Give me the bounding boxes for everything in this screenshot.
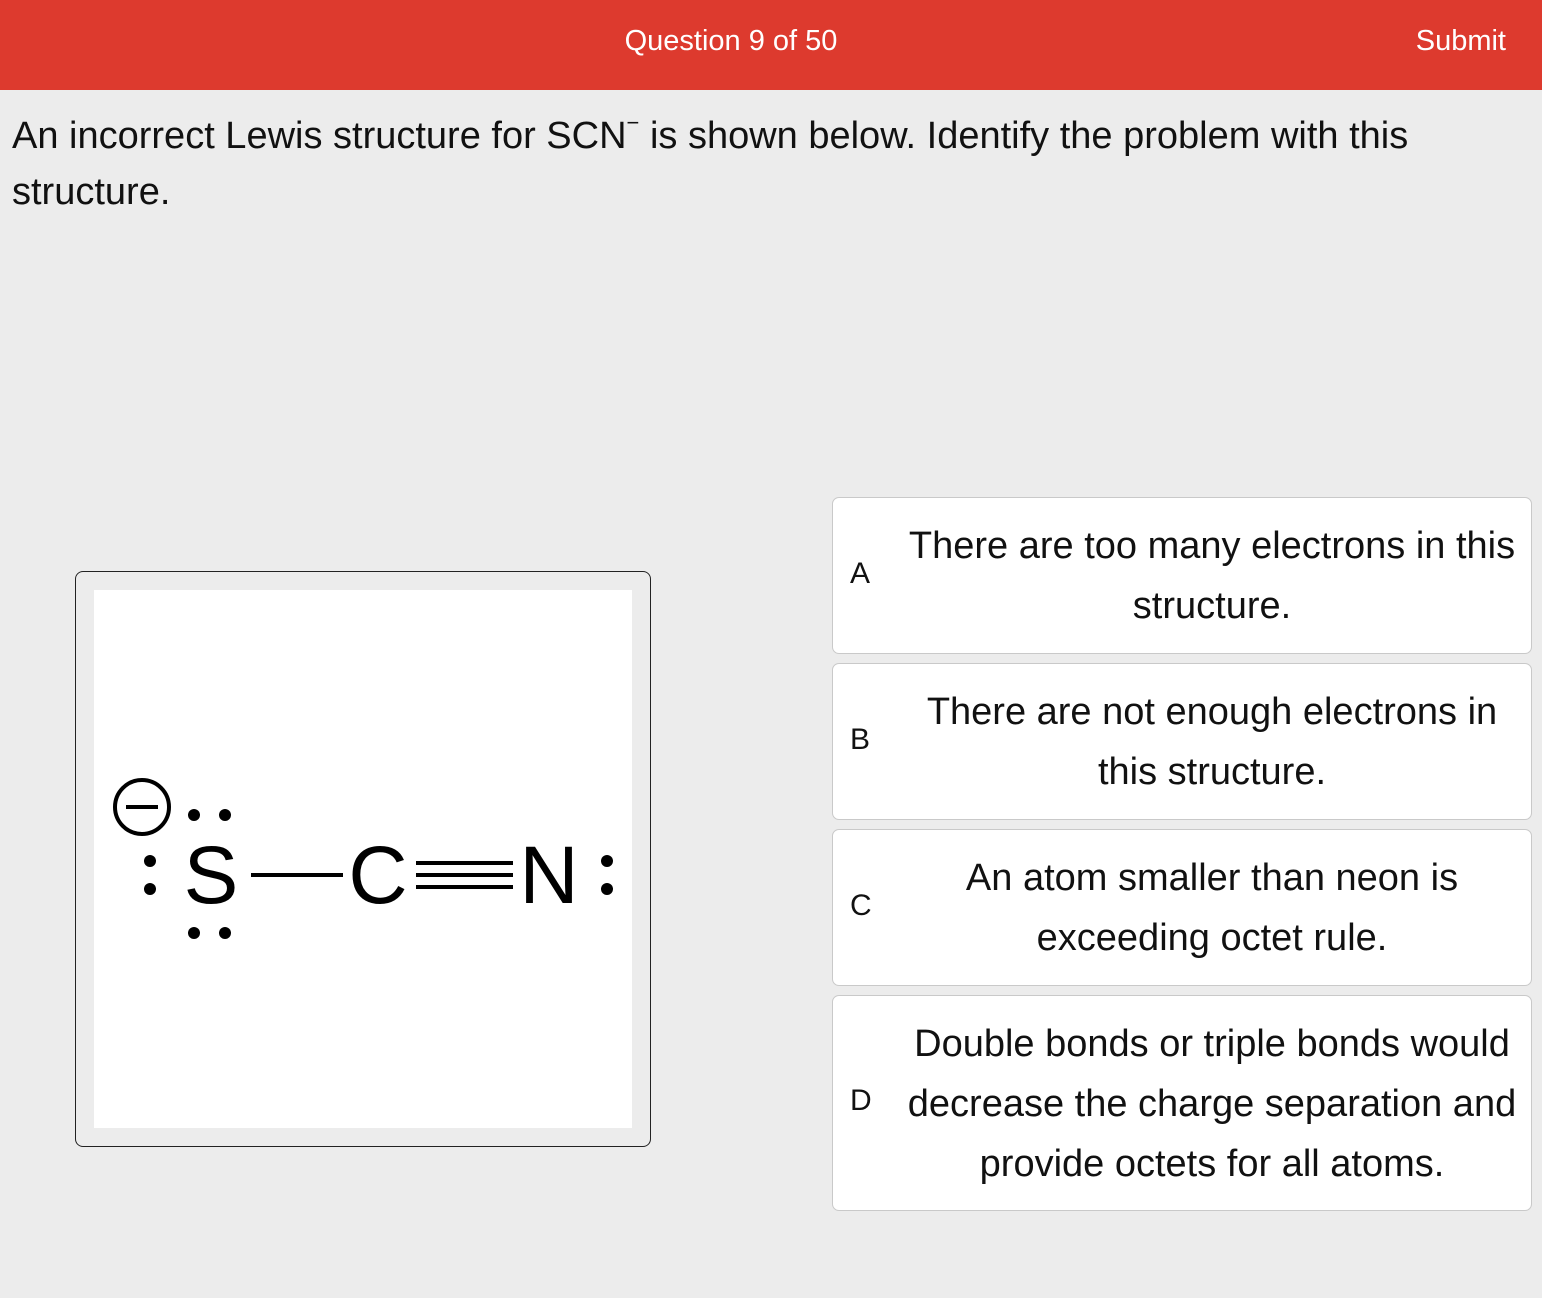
choice-text: There are too many electrons in this structure. xyxy=(908,525,1516,627)
choice-letter: A xyxy=(850,557,871,590)
lone-pair-n xyxy=(601,855,613,895)
choice-letter: B xyxy=(850,723,871,756)
question-text-after: is shown below. Identify the problem with this structure. xyxy=(12,115,1409,213)
submit-button[interactable]: Submit xyxy=(1415,25,1506,57)
choice-text: Double bonds or triple bonds would decrease the charge separation and provide octets for all atoms. xyxy=(907,1023,1517,1185)
lewis-structure-frame xyxy=(75,571,651,1147)
lewis-structure-svg xyxy=(94,590,632,1128)
choice-letter: D xyxy=(850,1084,872,1117)
formal-charge-icon xyxy=(115,780,169,834)
question-text-before: An incorrect Lewis structure for SCN xyxy=(12,115,627,157)
choice-b[interactable] xyxy=(832,663,1532,820)
choice-a[interactable] xyxy=(832,497,1532,654)
choice-text: An atom smaller than neon is exceeding octet rule. xyxy=(965,857,1459,959)
choice-c[interactable] xyxy=(832,829,1532,986)
atom-c: C xyxy=(348,830,408,921)
choice-text: There are not enough electrons in this structure. xyxy=(926,691,1498,793)
question-prompt xyxy=(12,108,1432,220)
triple-bond xyxy=(416,863,513,887)
choice-d[interactable] xyxy=(832,995,1532,1211)
choice-letter: C xyxy=(850,889,872,922)
top-bar xyxy=(0,0,1542,90)
charge-superscript: − xyxy=(626,110,640,135)
question-progress: Question 9 of 50 xyxy=(624,25,838,57)
atom-s: S xyxy=(183,830,239,921)
atom-n: N xyxy=(519,830,579,921)
lewis-structure-image xyxy=(94,590,632,1128)
